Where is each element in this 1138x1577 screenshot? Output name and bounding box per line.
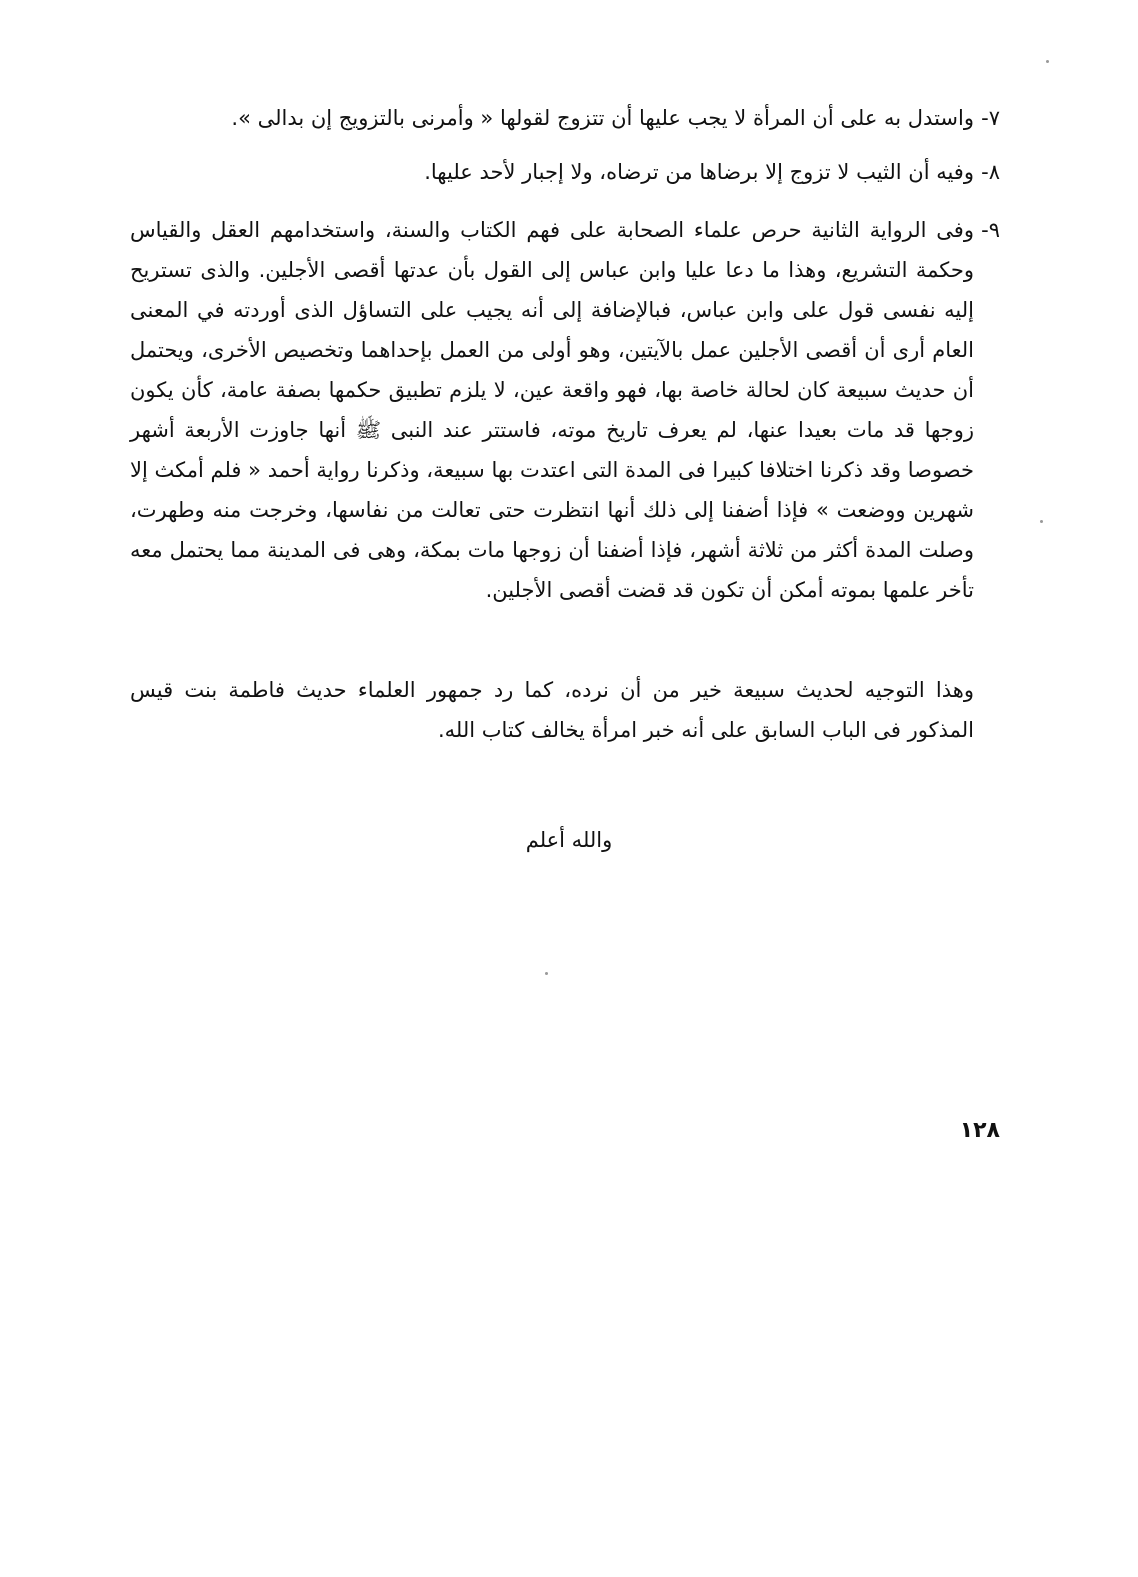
item-text: واستدل به على أن المرأة لا يجب عليها أن تتزوج لقولها « وأمرنى بالتزويج إن بدالى ». bbox=[231, 106, 974, 130]
item-number: ٨- bbox=[981, 160, 1000, 184]
item-number: ٧- bbox=[981, 106, 1000, 130]
item-text: وفيه أن الثيب لا تزوج إلا برضاها من ترضاه، ولا إجبار لأحد عليها. bbox=[424, 160, 974, 184]
item-text: وفى الرواية الثانية حرص علماء الصحابة على فهم الكتاب والسنة، واستخدامهم العقل والقياس وحكمة التشريع، وهذا ما دعا عليا وابن عباس إلى القول بأن عدتها أقصى الأجلين. والذى تستريح إليه نفسى قول على وابن عباس، فبالإضافة إلى أنه يجيب على التساؤل الذى أوردته في المعنى العام أرى أن أقصى الأجلين عمل بالآيتين، وهو أولى من العمل بإحداهما وتخصيص الأخرى، ويحتمل أن حديث سبيعة كان لحالة خاصة بها، فهو واقعة عين، لا يلزم تطبيق حكمها بصفة عامة، كأن يكون زوجها قد مات بعيدا عنها، لم يعرف تاريخ موته، فاستتر عند النبى ﷺ أنها جاوزت الأربعة أشهر خصوصا وقد ذكرنا اختلافا كبيرا فى المدة التى اعتدت بها سبيعة، وذكرنا رواية أحمد « فلم أمكث إلا شهرين ووضعت » فإذا أضفنا إلى ذلك أنها انتظرت حتى تعالت من نفاسها، وخرجت منه وطهرت، وصلت المدة أكثر من ثلاثة أشهر، فإذا أضفنا أن زوجها مات بمكة، وهى فى المدينة مما يحتمل معه تأخر علمها بموته أمكن أن تكون قد قضت أقصى الأجلين. bbox=[130, 218, 974, 602]
scan-speck bbox=[1040, 520, 1043, 523]
numbered-paragraph-9 bbox=[130, 210, 1000, 610]
scan-speck bbox=[545, 972, 548, 975]
conclusion-paragraph: وهذا التوجيه لحديث سبيعة خير من أن نرده، كما رد جمهور العلماء حديث فاطمة بنت قيس المذكور فى الباب السابق على أنه خبر امرأة يخالف كتاب الله. bbox=[130, 678, 974, 742]
page-number: ١٢٨ bbox=[959, 1118, 1000, 1143]
closing-phrase: والله أعلم bbox=[525, 828, 613, 852]
numbered-paragraph-7 bbox=[130, 98, 1000, 138]
item-number: ٩- bbox=[981, 218, 1000, 242]
scan-speck bbox=[1046, 60, 1049, 63]
numbered-paragraph-8 bbox=[130, 152, 1000, 192]
